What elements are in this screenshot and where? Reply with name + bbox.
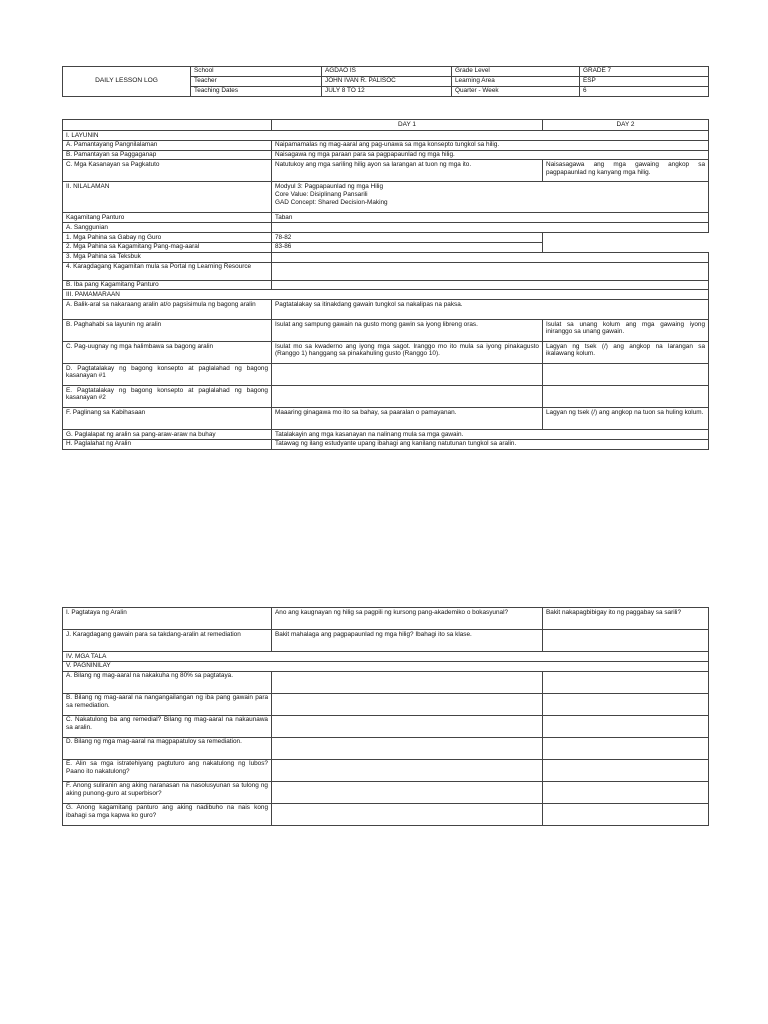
modyul-line: Modyul 3: Pagpapaunlad ng mga Hilig (275, 182, 384, 190)
row-day2 (543, 737, 709, 759)
section-pamamaraan: III. PAMAMARAAN (63, 290, 709, 300)
row-day2: Isulat sa unang kolum ang mga gawaing iyong iniranggo sa unang gawain. (543, 320, 709, 342)
teacher-value: JOHN IVAN R. PALISOC (322, 77, 452, 87)
school-label: School (191, 67, 322, 77)
row-day2: Bakit nakapagbibigay ito ng paggabay sa sarili? (543, 608, 709, 630)
row-day1 (272, 715, 543, 737)
row-day2: Naisasagawa ang mga gawaing angkop sa pagpapaunlad ng kanyang mga hilig. (543, 160, 709, 182)
empty-corner-cell (63, 120, 272, 131)
document-title: DAILY LESSON LOG (63, 67, 191, 97)
quarter-week-label: Quarter - Week (452, 87, 580, 97)
section-layunin: I. LAYUNIN (63, 131, 709, 141)
grade-level-value: GRADE 7 (580, 67, 709, 77)
row-day1 (272, 223, 709, 233)
core-value-line: Core Value: Disiplinang Pansarili (275, 190, 368, 198)
row-label: H. Paglalahat ng Aralin (63, 439, 272, 449)
row-day2: Lagyan ng tsek (/) ang angkop na larangan sa ikalawang kolum. (543, 342, 709, 364)
row-day1 (272, 386, 543, 408)
row-label: G. Paglalapat ng aralin sa pang-araw-araw na buhay (63, 430, 272, 440)
row-day2 (543, 386, 709, 408)
row-day1 (272, 693, 543, 715)
row-day1: Naisagawa ng mga paraan para sa pagpapaunlad ng mga hilig. (272, 150, 709, 160)
row-day1 (272, 781, 543, 803)
section-mga-tala: IV. MGA TALA (63, 652, 709, 662)
section-nilalaman: II. NILALAMAN (63, 182, 272, 213)
row-label: F. Anong suliranin ang aking naranasan na nasolusyunan sa tulong ng aking punong-guro at superbisor? (63, 781, 272, 803)
row-label: J. Karagdagang gawain para sa takdang-aralin at remediation (63, 630, 272, 652)
row-label: I. Pagtataya ng Aralin (63, 608, 272, 630)
row-day1 (272, 759, 543, 781)
row-label: B. Bilang ng mag-aaral na nangangailangan ng iba pang gawain para sa remediation. (63, 693, 272, 715)
lesson-table (62, 119, 709, 450)
row-label: E. Alin sa mga istratehiyang pagtuturo ang nakatulong ng lubos? Paano ito nakatulong? (63, 759, 272, 781)
teacher-label: Teacher (191, 77, 322, 87)
row-day1 (272, 252, 709, 262)
lesson-table-continued (62, 607, 709, 826)
grade-level-label: Grade Level (452, 67, 580, 77)
day1-header: DAY 1 (272, 120, 543, 131)
row-label: 1. Mga Pahina sa Gabay ng Guro (63, 233, 272, 243)
learning-area-value: ESP (580, 77, 709, 87)
gad-concept-line: GAD Concept: Shared Decision-Making (275, 198, 388, 206)
row-day1: Pagtatalakay sa itinakdang gawain tungkol sa nakalipas na paksa. (272, 300, 709, 320)
section-pagninilay: V. PAGNINILAY (63, 661, 709, 671)
row-day2 (543, 630, 709, 652)
row-label: B. Pamantayan sa Paggaganap (63, 150, 272, 160)
row-day1: 78-82 (272, 233, 543, 243)
row-label: D. Pagtatalakay ng bagong konsepto at paglalahad ng bagong kasanayan #1 (63, 364, 272, 386)
row-label: E. Pagtatalakay ng bagong konsepto at paglalahad ng bagong kasanayan #2 (63, 386, 272, 408)
row-label: A. Balik-aral sa nakaraang aralin at/o pagsisimula ng bagong aralin (63, 300, 272, 320)
row-day1 (272, 364, 543, 386)
row-day1 (272, 803, 543, 825)
row-day2 (543, 693, 709, 715)
row-day2 (543, 803, 709, 825)
row-label: A. Sanggunian (63, 223, 272, 233)
row-day2 (543, 233, 709, 243)
row-label: C. Nakatulong ba ang remedial? Bilang ng mag-aaral na nakaunawa sa aralin. (63, 715, 272, 737)
header-table (62, 66, 709, 97)
row-day2 (543, 715, 709, 737)
row-day2: Lagyan ng tsek (/) ang angkop na tuon sa huling kolum. (543, 408, 709, 430)
row-label: G. Anong kagamitang panturo ang aking nadibuho na nais kong ibahagi sa mga kapwa ko guro? (63, 803, 272, 825)
row-label: C. Mga Kasanayan sa Pagkatuto (63, 160, 272, 182)
quarter-week-value: 6 (580, 87, 709, 97)
row-label: D. Bilang ng mga mag-aaral na magpapatuloy sa remediation. (63, 737, 272, 759)
row-day1: Natutukoy ang mga sariling hilig ayon sa larangan at tuon ng mga ito. (272, 160, 543, 182)
row-label: 2. Mga Pahina sa Kagamitang Pang-mag-aaral (63, 242, 272, 252)
day2-header: DAY 2 (543, 120, 709, 131)
teaching-dates-label: Teaching Dates (191, 87, 322, 97)
row-day1 (272, 737, 543, 759)
school-value: AGDAO IS (322, 67, 452, 77)
row-day1: 83-86 (272, 242, 543, 252)
row-day2 (543, 781, 709, 803)
row-day2 (543, 364, 709, 386)
row-label: B. Paghahabi sa layunin ng aralin (63, 320, 272, 342)
row-day1: Tatawag ng ilang estudyante upang ibahagi ang kanilang natutunan tungkol sa aralin. (272, 439, 709, 449)
row-label: A. Pamantayang Pangnilalaman (63, 140, 272, 150)
learning-area-label: Learning Area (452, 77, 580, 87)
row-label: A. Bilang ng mag-aaral na nakakuha ng 80% sa pagtataya. (63, 671, 272, 693)
row-label: F. Paglinang sa Kabihasaan (63, 408, 272, 430)
row-day1: Maaaring ginagawa mo ito sa bahay, sa paaralan o pamayanan. (272, 408, 543, 430)
row-day1: Naipamamalas ng mag-aaral ang pag-unawa sa mga konsepto tungkol sa hilig. (272, 140, 709, 150)
row-label: B. Iba pang Kagamitang Panturo (63, 280, 272, 290)
row-label: Kagamitang Panturo (63, 213, 272, 223)
row-label: C. Pag-uugnay ng mga halimbawa sa bagong aralin (63, 342, 272, 364)
row-label: 3. Mga Pahina sa Teksbuk (63, 252, 272, 262)
row-day1: Ano ang kaugnayan ng hilig sa pagpili ng kursong pang-akademiko o bokasyunal? (272, 608, 543, 630)
row-day1: Isulat ang sampung gawain na gusto mong gawin sa iyong libreng oras. (272, 320, 543, 342)
row-day1: Taban (272, 213, 709, 223)
row-day2 (543, 671, 709, 693)
teaching-dates-value: JULY 8 TO 12 (322, 87, 452, 97)
row-day1 (272, 671, 543, 693)
nilalaman-content (272, 182, 709, 213)
row-day1: Tatalakayin ang mga kasanayan na nalinang mula sa mga gawain. (272, 430, 709, 440)
row-day2 (543, 242, 709, 252)
row-day1 (272, 262, 709, 280)
row-day1: Bakit mahalaga ang pagpapaunlad ng mga hilig? Ibahagi ito sa klase. (272, 630, 543, 652)
row-label: 4. Karagdagang Kagamitan mula sa Portal ng Learning Resource (63, 262, 272, 280)
row-day2 (543, 759, 709, 781)
row-day1: Isulat mo sa kwaderno ang iyong mga sagot. Iranggo mo ito mula sa iyong pinakagusto (Ranggo 1) hanggang sa pinakahuling gusto (Ranggo 10). (272, 342, 543, 364)
row-day1 (272, 280, 709, 290)
